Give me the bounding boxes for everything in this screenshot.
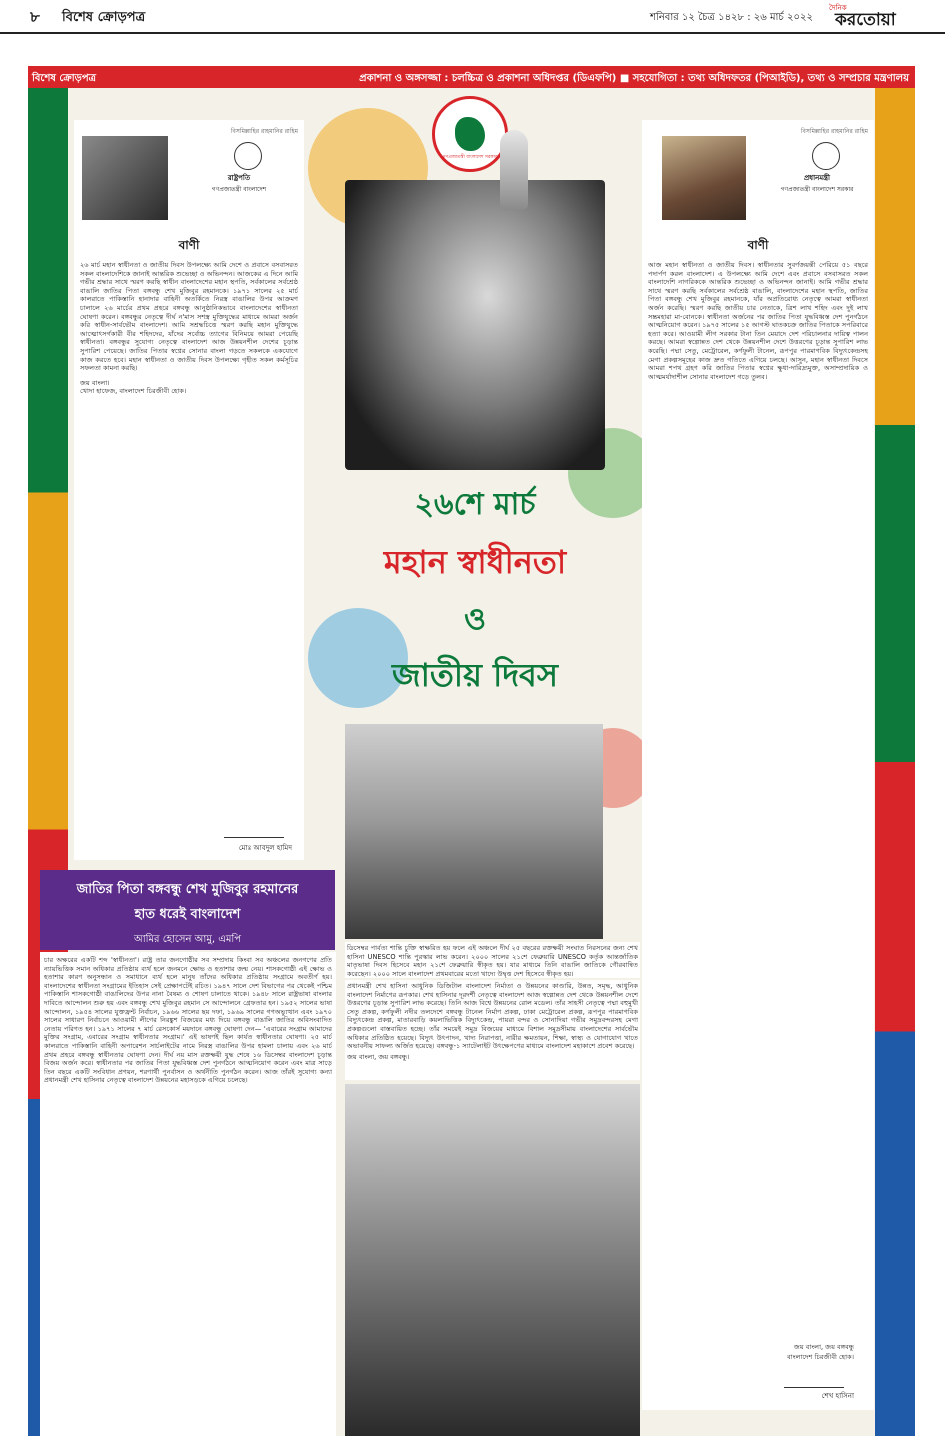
pm-closing-2: বাংলাদেশ চিরজীবী হোক। [787,1353,854,1362]
middle-column-block [345,980,640,1080]
president-closing-2: খোদা হাফেজ, বাংলাদেশ চিরজীবী হোক। [80,387,187,396]
raised-finger-icon [500,130,528,210]
president-subtitle: গণপ্রজাতন্ত্রী বাংলাদেশ [211,186,267,193]
photo-caption-block [345,942,640,978]
article-body-block [40,952,336,1436]
banner-left: বিশেষ ক্রোড়পত্র [32,73,96,84]
banner-right: প্রকাশনা ও অঙ্গসজ্জা : চলচ্চিত্র ও প্রকাশনা অধিদপ্তর (ডিএফপি) ■ সহযোগিতা : তথ্য অধিদফতর (পিআইডি), তথ্য ও সম্প্রচার মন্ত্রণালয় [359,73,909,84]
freedom-fighters-photo [345,724,603,939]
issue-date: শনিবার ১২ চৈত্র ১৪২৮ : ২৬ মার্চ ২০২২ [650,12,813,23]
pm-title: প্রধানমন্ত্রী [803,174,831,182]
article-title-line1: জাতির পিতা বঙ্গবন্ধু শেখ মুজিবুর রহমানের [76,882,299,897]
article-author: আমির হোসেন আমু, এমপি [133,934,242,945]
pm-subtitle: গণপ্রজাতন্ত্রী বাংলাদেশ সরকার [780,186,854,193]
president-photo [82,136,168,220]
supplement-title [345,480,605,710]
president-bani-heading: বাণী [178,238,200,252]
middle-column-body: প্রধানমন্ত্রী শেখ হাসিনা আধুনিক ডিজিটাল বাংলাদেশ নির্মাতা ও উন্নয়নের কাণ্ডারি, উন্নত, সমৃদ্ধ, আধুনিক বাংলাদেশ নির্মাণের রূপকার। শেখ হাসিনার দূরদর্শী নেতৃত্বে বাংলাদেশ আজ স্বল্পোন্নত দেশ থেকে উন্নয়নশীল দেশে উত্তরণের চূড়ান্ত সুপারিশ লাভ করেছে। তিনি আজ বিশ্বে উন্নয়নের রোল মডেল। তাঁর সাহসী নেতৃত্বে পদ্মা বহুমুখী সেতু প্রকল্প, কর্ণফুলী নদীর তলদেশে বঙ্গবন্ধু টানেল নির্মাণ প্রকল্প, ঢাকা মেট্রোরেল প্রকল্প, রূপপুর পারমাণবিক বিদ্যুৎকেন্দ্র প্রকল্প, মাতারবাড়ি কয়লাভিত্তিক বিদ্যুৎকেন্দ্র, পায়রা বন্দর ও সোনাদিয়া গভীর সমুদ্রবন্দরসহ মেগা প্রকল্পগুলো বাস্তবায়িত হচ্ছে। তাঁর সময়েই সমুদ্র বিজয়ের মাধ্যমে বিশাল সমুদ্রসীমায় বাংলাদেশের সার্বভৌম অধিকার প্রতিষ্ঠিত হয়েছে। বিদ্যুৎ উৎপাদন, খাদ্য নিরাপত্তা, নারীর ক্ষমতায়ন, শিক্ষা, স্বাস্থ্য ও যোগাযোগ খাতে অভাবনীয় সাফল্য অর্জিত হয়েছে। বঙ্গবন্ধু-১ স্যাটেলাইট উৎক্ষেপণের মাধ্যমে বাংলাদেশ মহাকাশে প্রবেশ করেছে। [347,982,638,1051]
decor-right-stripe [875,88,915,1436]
pm-signature [784,1373,844,1388]
seal-text: গণপ্রজাতন্ত্রী বাংলাদেশ সরকার [442,155,498,160]
war-soldiers-photo [345,1084,640,1436]
government-seal-icon [432,96,508,172]
president-message [74,120,304,860]
logo-small-text: দৈনিক [829,4,847,12]
president-signature [224,823,284,838]
president-message-body: ২৬ মার্চ মহান স্বাধীনতা ও জাতীয় দিবস উপলক্ষ্যে আমি দেশে ও প্রবাসে বসবাসরত সকল বাংলাদেশিকে জানাই আন্তরিক শুভেচ্ছা ও অভিনন্দন। আজকের এ দিনে আমি গভীর শ্রদ্ধার সাথে স্মরণ করছি স্বাধীন বাংলাদেশের মহান স্থপতি, সর্বকালের সর্বশ্রেষ্ঠ বাঙালি জাতির পিতা বঙ্গবন্ধু শেখ মুজিবুর রহমানকে। ১৯৭১ সালের ২৫ মার্চ কালরাতে পাকিস্তানি হানাদার বাহিনী অতর্কিতে নিরস্ত্র বাঙালির উপর আক্রমণ চালালে ২৬ মার্চের প্রথম প্রহরে বঙ্গবন্ধু আনুষ্ঠানিকভাবে বাংলাদেশের স্বাধীনতা ঘোষণা করেন। বঙ্গবন্ধুর নেতৃত্বে দীর্ঘ ন'মাস সশস্ত্র মুক্তিযুদ্ধের মাধ্যমে আমরা অর্জন করি স্বাধীন-সার্বভৌম বাংলাদেশ। আমি সশ্রদ্ধচিত্তে স্মরণ করছি মহান মুক্তিযুদ্ধে আত্মোৎসর্গকারী বীর শহিদদের, যাঁদের সর্বোচ্চ ত্যাগের বিনিময়ে আমরা পেয়েছি স্বাধীনতা। বঙ্গবন্ধুর সুযোগ্য নেতৃত্বে বাংলাদেশ আজ উন্নয়নশীল দেশের চূড়ান্ত সুপারিশ পেয়েছে। জাতির পিতার স্বপ্নের সোনার বাংলা গড়তে সকলকে একযোগে কাজ করতে হবে। মহান স্বাধীনতা ও জাতীয় দিবস উপলক্ষ্যে গৃহীত সকল কর্মসূচির সফলতা কামনা করছি। [80,261,298,373]
pm-bani-heading: বাণী [747,238,769,252]
pm-closing: জয় বাংলা, জয় বঙ্গবন্ধু [793,1343,854,1352]
title-line-independence: মহান স্বাধীনতা [383,543,567,581]
pm-bismillah: বিসমিল্লাহির রাহমানির রাহিম [800,128,868,135]
page-number: ৮ [30,8,40,26]
pm-emblem-icon [812,142,840,170]
page-header [0,0,945,34]
bangabandhu-portrait [345,180,605,470]
president-emblem-icon [234,142,262,170]
logo-text: করতোয়া [835,10,896,30]
president-bismillah: বিসমিল্লাহির রাহমানির রাহিম [230,128,298,135]
president-signer: মোঃ আবদুল হামিদ [238,844,292,852]
section-title: বিশেষ ক্রোড়পত্র [62,10,146,25]
article-title-line2: হাত ধরেই বাংলাদেশ [134,907,241,922]
pm-signer: শেখ হাসিনা [821,1392,854,1400]
newspaper-logo [825,2,925,28]
pm-message [642,120,874,1410]
president-closing: জয় বাংলা। [80,378,110,387]
article-body: চার অক্ষরের একটি শব্দ 'স্বাধীনতা'। রাষ্ট্র তার জনগোষ্ঠীর সব সম্প্রদায় কিংবা সব অঞ্চলের জনগণের প্রতি ন্যায়ভিত্তিক সমান অধিকার প্রতিষ্ঠায় ব্যর্থ হলে জনমনে ক্ষোভ ও হতাশার জন্ম নেয়। শাসকগোষ্ঠী এই ক্ষোভ ও হতাশার কারণ অনুসন্ধান ও সমাধানে ব্যর্থ হলে মানুষ তাঁদের অধিকার প্রতিষ্ঠায় সংগ্রামে অবতীর্ণ হয়। বাংলাদেশের স্বাধীনতা সংগ্রামের ইতিহাস সেই প্রেক্ষাপটেই রচিত। ১৯৪৭ সালে দেশ বিভাগের পর থেকেই পশ্চিম পাকিস্তানি শাসকগোষ্ঠী বাঙালিদের উপর নানা বৈষম্য ও শোষণ চালাতে থাকে। ১৯৪৮ সালে রাষ্ট্রভাষা বাংলার দাবিতে আন্দোলন শুরু হয় এবং বঙ্গবন্ধু শেখ মুজিবুর রহমান সে আন্দোলনে গ্রেফতার হন। ১৯৫২ সালের ভাষা আন্দোলন, ১৯৫৪ সালের যুক্তফ্রন্ট নির্বাচন, ১৯৬৬ সালের ছয় দফা, ১৯৬৯ সালের গণঅভ্যুত্থান এবং ১৯৭০ সালের সাধারণ নির্বাচনে আওয়ামী লীগের নিরঙ্কুশ বিজয়ের মধ্য দিয়ে বঙ্গবন্ধু বাঙালি জাতির অবিসংবাদিত নেতায় পরিণত হন। ১৯৭১ সালের ৭ মার্চ রেসকোর্স ময়দানে বঙ্গবন্ধু ঘোষণা দেন— 'এবারের সংগ্রাম আমাদের মুক্তির সংগ্রাম, এবারের সংগ্রাম স্বাধীনতার সংগ্রাম।' এই ভাষণই ছিল কার্যত স্বাধীনতার ঘোষণা। ২৫ মার্চ কালরাতে পাকিস্তানি বাহিনী অপারেশন সার্চলাইটের নামে নিরস্ত্র বাঙালির উপর হামলা চালায় এবং ২৬ মার্চ প্রথম প্রহরে বঙ্গবন্ধু স্বাধীনতার ঘোষণা দেন। দীর্ঘ নয় মাস রক্তক্ষয়ী যুদ্ধ শেষে ১৬ ডিসেম্বর বাংলাদেশ চূড়ান্ত বিজয় অর্জন করে। স্বাধীনতার পর জাতির পিতা যুদ্ধবিধ্বস্ত দেশ পুনর্গঠনে আত্মনিয়োগ করেন এবং মাত্র সাড়ে তিন বছরে একটি সংবিধান প্রণয়ন, শরণার্থী পুনর্বাসন ও অর্থনীতি পুনর্গঠন করেন। আজ তাঁরই সুযোগ্য কন্যা প্রধানমন্ত্রী শেখ হাসিনার নেতৃত্বে বাংলাদেশ উন্নয়নের মহাসড়কে এগিয়ে চলেছে। [44,956,332,1085]
president-title: রাষ্ট্রপতি [227,174,251,182]
article-headline-box [40,870,335,950]
title-line-date: ২৬শে মার্চ [414,487,536,522]
seal-map-icon [455,117,485,151]
middle-column-closing: জয় বাংলা, জয় বঙ্গবন্ধু। [347,1052,410,1061]
photo-caption: ডিসেম্বর পার্বত্য শান্তি চুক্তি স্বাক্ষরিত হয় ফলে এই অঞ্চলে দীর্ঘ ২৫ বছরের রক্তক্ষয়ী সংঘাত নিরসনের জন্য শেখ হাসিনা UNESCO শান্তি পুরস্কার লাভ করেন। ২০০০ সালের ২১শে ফেব্রুয়ারি UNESCO কর্তৃক আন্তর্জাতিক মাতৃভাষা দিবস হিসেবে মহান ২১শে ফেব্রুয়ারি স্বীকৃত হয়। যার মাধ্যমে তিনি বাঙালি জাতিকে গৌরবান্বিত করেছেন। ২০০০ সালে বাংলাদেশ প্রথমবারের মতো খাদ্যে উদ্বৃত্ত দেশ হিসেবে স্বীকৃত হয়। [347,944,638,978]
pm-message-body: আজ মহান স্বাধীনতা ও জাতীয় দিবস। স্বাধীনতার সুবর্ণজয়ন্তী পেরিয়ে ৫১ বছরে পদার্পণ করল বাংলাদেশ। এ উপলক্ষ্যে আমি দেশে এবং প্রবাসে বসবাসরত সকল বাংলাদেশি নাগরিককে আন্তরিক শুভেচ্ছা ও অভিনন্দন জানাই। আমি গভীর শ্রদ্ধার সাথে স্মরণ করছি সর্বকালের সর্বশ্রেষ্ঠ বাঙালি, বাংলাদেশের মহান স্থপতি, জাতির পিতা বঙ্গবন্ধু শেখ মুজিবুর রহমানকে, যাঁর অপ্রতিরোধ্য নেতৃত্বে আমরা স্বাধীনতা অর্জন করেছি। স্মরণ করছি জাতীয় চার নেতাকে, ত্রিশ লাখ শহিদ এবং দুই লাখ সম্ভ্রমহারা মা-বোনকে। স্বাধীনতা অর্জনের পর জাতির পিতা যুদ্ধবিধ্বস্ত দেশ পুনর্গঠনে আত্মনিয়োগ করেন। ১৯৭৫ সালের ১৫ আগস্ট ঘাতকচক্র জাতির পিতাকে সপরিবারে হত্যা করে। আওয়ামী লীগ সরকার টানা তিন মেয়াদে দেশ পরিচালনার দায়িত্ব পালন করছে। আমরা স্বল্পোন্নত দেশ থেকে উন্নয়নশীল দেশে উত্তরণের চূড়ান্ত সুপারিশ লাভ করেছি। পদ্মা সেতু, মেট্রোরেল, কর্ণফুলী টানেল, রূপপুর পারমাণবিক বিদ্যুৎকেন্দ্রসহ মেগা প্রকল্পসমূহের কাজ দ্রুত গতিতে এগিয়ে চলছে। আসুন, মহান স্বাধীনতা দিবসে আমরা শপথ গ্রহণ করি জাতির পিতার স্বপ্নের ক্ষুধা-দারিদ্র্যমুক্ত, অসাম্প্রদায়িক ও আত্মমর্যাদাশীল সোনার বাংলাদেশ গড়ে তুলব। [648,261,868,381]
title-line-national-day: জাতীয় দিবস [392,656,558,694]
title-line-and: ও [463,602,487,637]
pm-photo [662,136,746,220]
supplement-banner [28,66,915,88]
